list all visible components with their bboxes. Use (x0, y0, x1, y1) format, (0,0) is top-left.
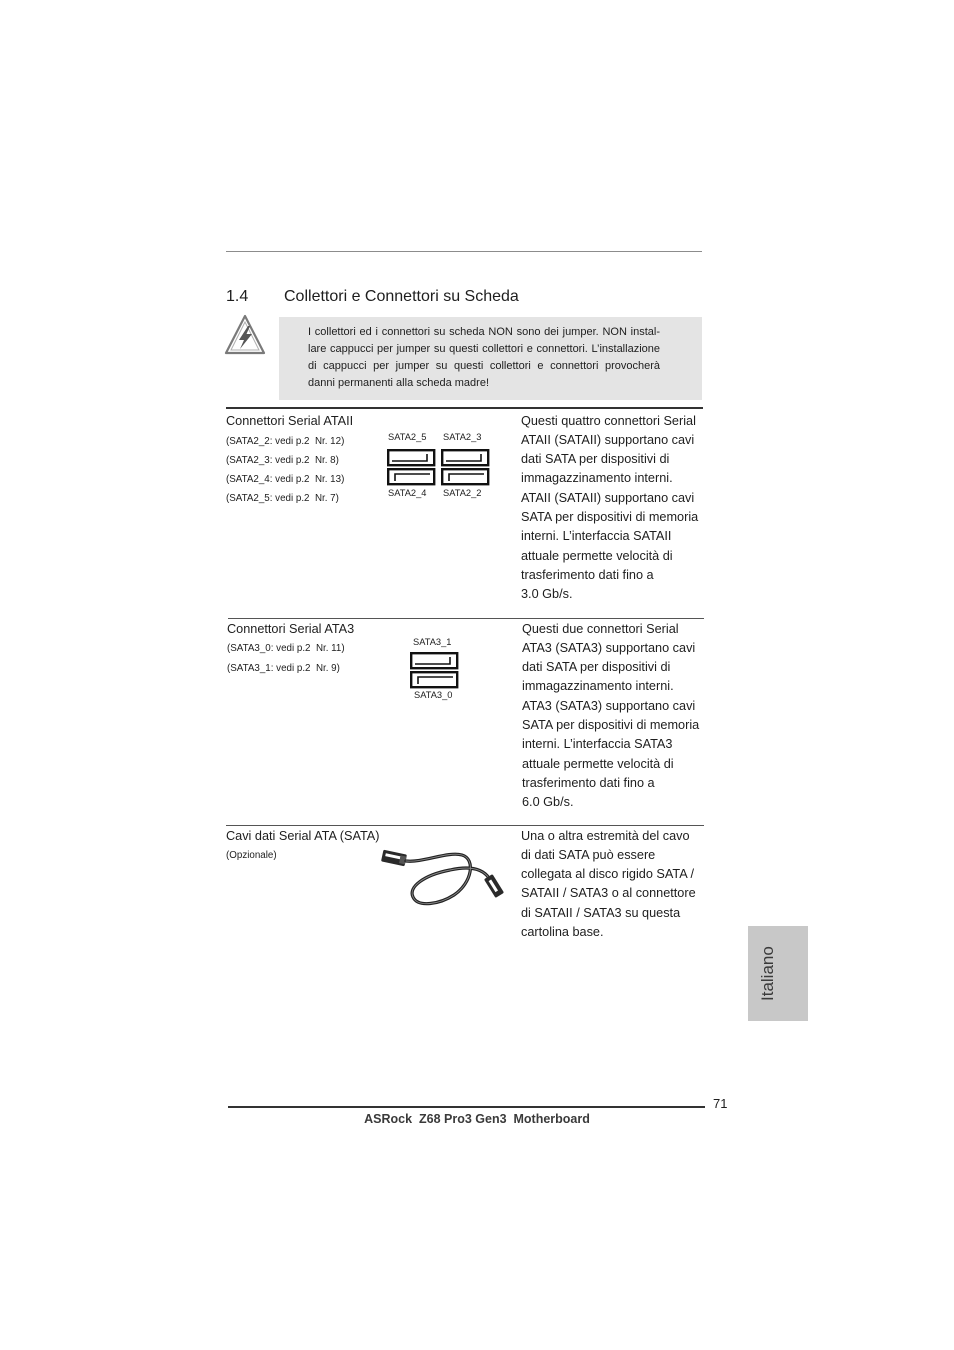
sata3-refs (227, 639, 345, 679)
warning-note-text (308, 324, 660, 392)
description-line: attuale permette velocità di (522, 756, 674, 771)
connector-label: SATA2_2 (443, 487, 482, 498)
description-line: cartolina base. (521, 924, 604, 939)
warning-line: di cappucci per jumper su questi collettori e connettori provocherà (308, 359, 660, 372)
connector-ref: (SATA2_3: vedi p.2 Nr. 8) (226, 454, 339, 466)
description-line: ATA3 (SATA3) supportano cavi (522, 698, 696, 713)
description-line: 3.0 Gb/s. (521, 587, 573, 602)
warning-line: I collettori ed i connettori su scheda NON sono dei jumper. NON instal- (308, 325, 660, 338)
description-line: ATAII (SATAII) supportano cavi (521, 490, 695, 505)
sataii-title: Connettori Serial ATAII (226, 413, 354, 428)
connector-ref: (SATA2_2: vedi p.2 Nr. 12) (226, 435, 345, 447)
section-number: 1.4 (226, 288, 249, 305)
language-tab (748, 926, 808, 1021)
description-line: ATAII (SATAII) supportano cavi (521, 432, 695, 447)
description-line: ATA3 (SATA3) supportano cavi (522, 640, 696, 655)
connector-label: SATA3_1 (413, 636, 452, 647)
description-line: trasferimento dati fino a (521, 567, 654, 582)
description-line: SATAII / SATA3 o al connettore (521, 886, 696, 901)
connector-label: SATA3_0 (414, 689, 453, 700)
description-line: immagazzinamento interni. (522, 679, 674, 694)
sata-connector-icon (409, 651, 461, 691)
description-line: Questi due connettori Serial (522, 621, 679, 636)
sata-cable-description (521, 827, 696, 943)
description-line: di dati SATA può essere (521, 847, 656, 862)
connector-label: SATA2_3 (443, 431, 482, 442)
page-number: 71 (713, 1096, 728, 1111)
connector-label: SATA2_4 (388, 487, 427, 498)
connector-label: SATA2_5 (388, 431, 427, 442)
description-line: Questi quattro connettori Serial (521, 413, 696, 428)
language-tab-label: Italiano (758, 946, 777, 1001)
description-line: trasferimento dati fino a (522, 775, 655, 790)
description-line: interni. L’interfaccia SATA3 (522, 737, 673, 752)
section-title: Collettori e Connettori su Scheda (284, 288, 519, 305)
connector-ref: (SATA2_5: vedi p.2 Nr. 7) (226, 492, 339, 504)
warning-lightning-icon (224, 314, 266, 356)
connector-ref: (SATA2_4: vedi p.2 Nr. 13) (226, 473, 345, 485)
warning-line: lare cappucci per jumper su questi collettori e connettori. L’installazione (308, 342, 660, 355)
connector-ref: (SATA3_0: vedi p.2 Nr. 11) (227, 642, 345, 654)
description-line: collegata al disco rigido SATA / (521, 867, 695, 882)
warning-line: danni permanenti alla scheda madre! (308, 376, 490, 389)
footer-product: ASRock Z68 Pro3 Gen3 Motherboard (364, 1112, 590, 1126)
description-line: Una o altra estremità del cavo (521, 828, 690, 843)
sataii-refs (226, 432, 344, 508)
description-line: dati SATA per dispositivi di (522, 660, 671, 675)
sata-connector-icon (386, 448, 492, 488)
table-top-rule (226, 407, 703, 409)
top-rule (226, 251, 702, 252)
description-line: immagazzinamento interni. (521, 471, 673, 486)
footer-rule (228, 1106, 705, 1108)
sata-cable-icon (378, 845, 508, 911)
description-line: 6.0 Gb/s. (522, 795, 574, 810)
optional-note: (Opzionale) (226, 849, 277, 861)
description-line: dati SATA per dispositivi di (521, 452, 670, 467)
sata3-title: Connettori Serial ATA3 (227, 621, 355, 636)
connector-ref: (SATA3_1: vedi p.2 Nr. 9) (227, 662, 340, 674)
sata3-description (522, 620, 699, 813)
description-line: attuale permette velocità di (521, 548, 673, 563)
sataii-description (521, 412, 698, 605)
description-line: SATA per dispositivi di memoria (521, 509, 699, 524)
sata-cable-title: Cavi dati Serial ATA (SATA) (226, 828, 380, 843)
description-line: di SATAII / SATA3 su questa (521, 905, 681, 920)
description-line: SATA per dispositivi di memoria (522, 717, 700, 732)
description-line: interni. L’interfaccia SATAII (521, 529, 672, 544)
sata-cable-refs (226, 846, 277, 865)
